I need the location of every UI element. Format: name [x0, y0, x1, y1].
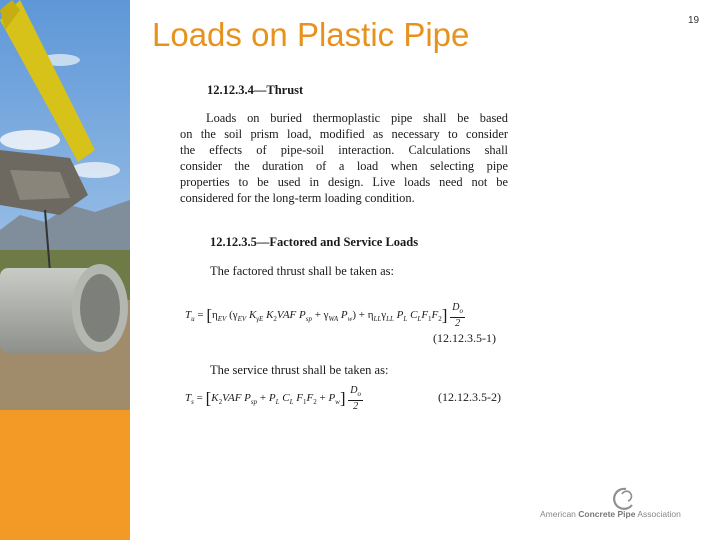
section-heading-factored-service: 12.12.3.5—Factored and Service Loads [210, 235, 419, 249]
section-heading-thrust: 12.12.3.4—Thrust [207, 83, 304, 97]
logo-bold: Concrete Pipe [578, 509, 636, 519]
thrust-paragraph [180, 110, 508, 206]
slide-number: 19 [688, 15, 700, 26]
paragraph-line: the effects of pipe-soil interaction. Calculations shall [180, 143, 508, 157]
equation-number-1: (12.12.3.5-1) [433, 331, 496, 345]
equation-factored-thrust: $T_u = [\eta_{EV}$ ($\gamma_{EV}$ $K_{\gamma E}$ $K_2VAF$ $P_{sp} + \gamma_{WA}$ $P_w) + \eta_{LL}\gamma_{LL}$ $P_L$ $C_LF_1F_2$] $\frac{D_o}{2}$ [185, 302, 463, 329]
logo-prefix: American [540, 509, 576, 519]
logo-suffix: Association [637, 509, 681, 519]
equation-number-2: (12.12.3.5-2) [438, 390, 501, 404]
acpa-logo-text [540, 509, 681, 519]
equation-service-thrust: $T_s = [K_2VAF$ $P_{sp} + P_L$ $C_L$ $F_1F_2 + P_w$] $\frac{D_o}{2}$ [185, 385, 361, 412]
acpa-logo-icon [540, 485, 690, 511]
slide-title: Loads on Plastic Pipe [152, 16, 470, 53]
factored-thrust-intro: The factored thrust shall be taken as: [210, 264, 394, 278]
paragraph-line: properties to be used in design. Live loads need not be [180, 175, 508, 189]
paragraph-line: on the soil prism load, modified as necessary to consider [180, 127, 508, 141]
service-thrust-intro: The service thrust shall be taken as: [210, 363, 389, 377]
excavator-pipe-photo [0, 0, 130, 410]
paragraph-line: Loads on buried thermoplastic pipe shall be based [206, 111, 508, 125]
paragraph-line: consider the duration of a load when selecting pipe [180, 159, 508, 173]
paragraph-line: considered for the long-term loading condition. [180, 191, 415, 205]
orange-accent-block [0, 410, 130, 540]
